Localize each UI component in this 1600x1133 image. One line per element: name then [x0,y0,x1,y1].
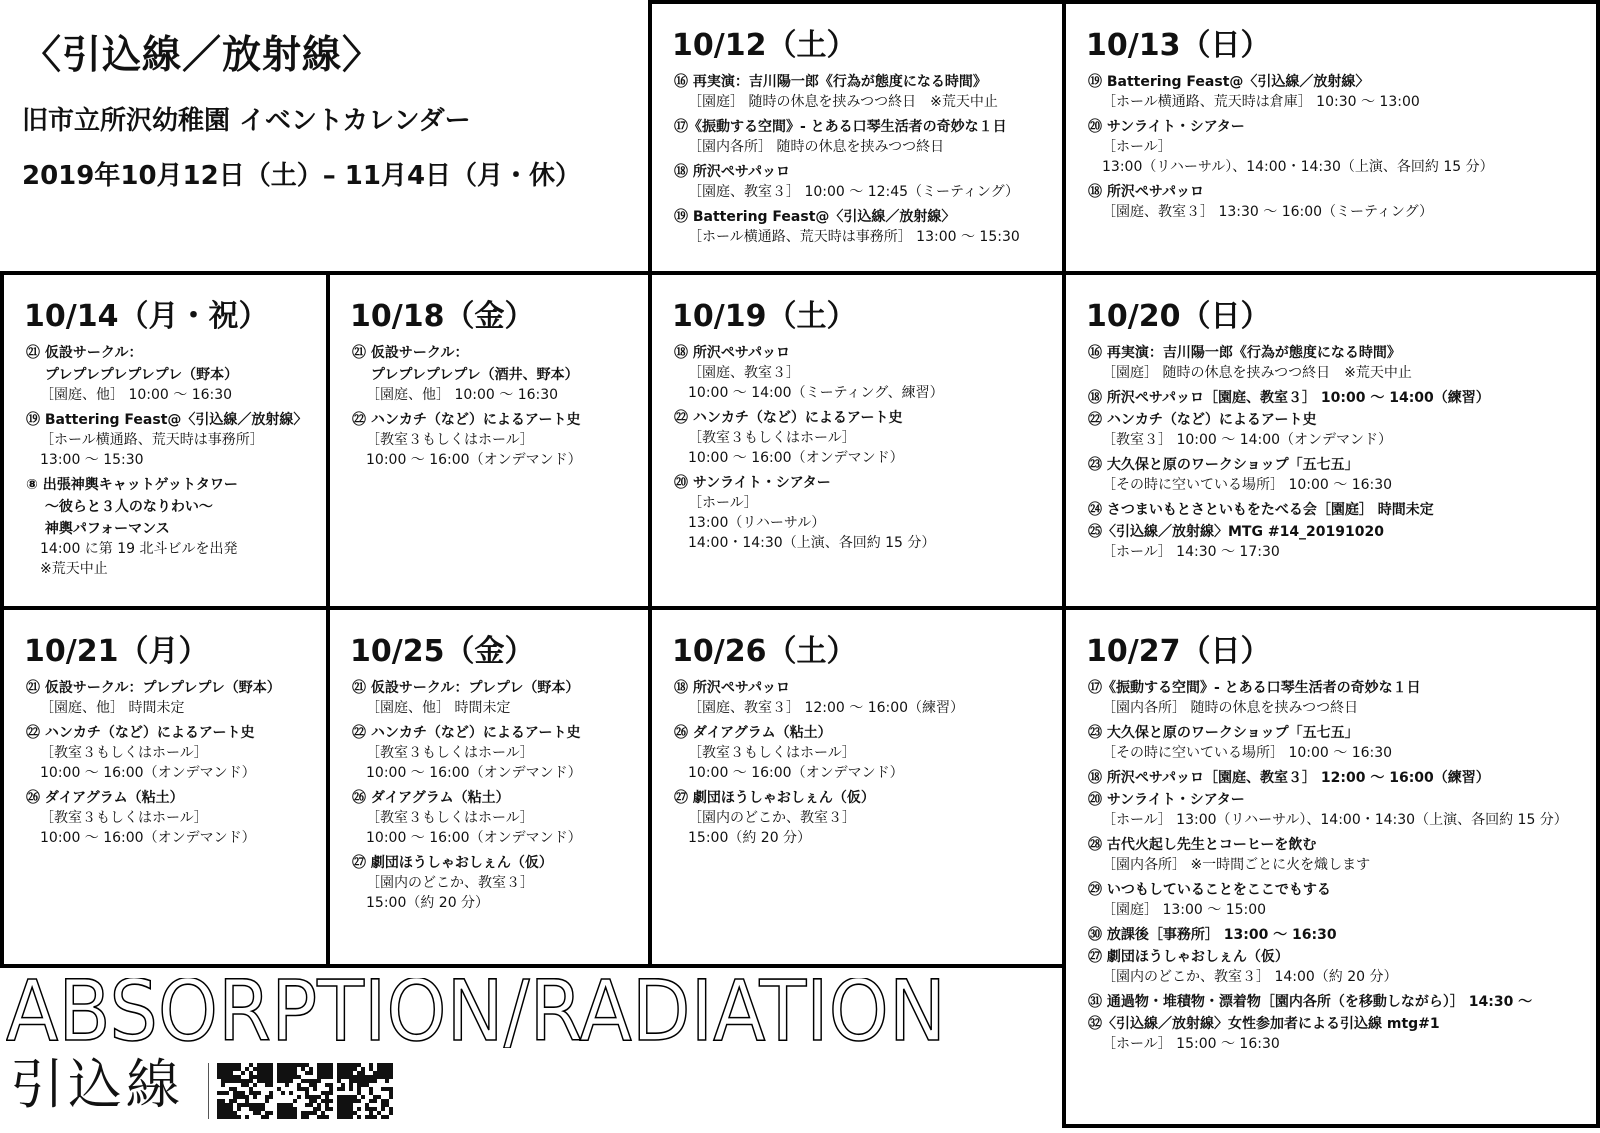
event-item [26,343,318,363]
event-title: プレプレプレプレプレ（野本） [26,367,239,383]
day-date: 10/18（金） [350,299,535,334]
event-item [1088,925,1588,945]
event-item [1088,678,1588,718]
day-date: 10/26（土） [672,634,857,669]
event-detail: 10:00 〜 16:00（オンデマンド） [40,830,256,846]
event-item [674,207,1054,247]
event-item [674,678,1054,718]
event-item [1088,790,1588,830]
qr-code-icon [217,1063,273,1119]
event-detail: ［教室３もしくはホール］ [40,745,208,761]
event-item [26,678,318,718]
event-detail: 15:00（約 20 分） [366,895,490,911]
event-item [1088,72,1588,112]
event-detail: 10:00 〜 14:00（ミーティング、練習） [688,385,944,401]
event-detail: ［教室３もしくはホール］ [366,432,534,448]
event-detail: 10:00 〜 16:00（オンデマンド） [688,450,904,466]
event-item [352,365,640,405]
event-title: ⑧ 出張神輿キャットゲットタワー [26,477,238,493]
logo-divider [208,1063,209,1119]
event-title: ⑰《振動する空間》- とある口琴生活者の奇妙な１日 [674,119,1007,135]
day-date: 10/12（土） [672,28,857,63]
event-detail: ［その時に空いている場所］ 10:00 〜 16:30 [1102,477,1393,493]
day-date: 10/25（金） [350,634,535,669]
event-title: ⑱ 所沢ペサパッロ［園庭、教室３］ 10:00 〜 14:00（練習） [1088,390,1490,406]
page-subtitle: 旧市立所沢幼稚園 イベントカレンダー [22,106,471,136]
event-item [1088,522,1588,562]
event-detail: 10:00 〜 16:00（オンデマンド） [688,765,904,781]
event-detail: 10:00 〜 16:00（オンデマンド） [366,452,582,468]
event-title: ㉜〈引込線／放射線〉女性参加者による引込線 mtg#1 [1088,1016,1440,1032]
event-item [352,853,640,913]
event-detail: ［教室３］ 10:00 〜 14:00（オンデマンド） [1102,432,1393,448]
event-detail: ［ホール］ 15:00 〜 16:30 [1102,1036,1280,1052]
event-item [26,519,318,579]
event-detail: ［ホール横通路、荒天時は事務所］ [40,432,264,448]
event-item [1088,455,1588,495]
event-item [26,365,318,405]
event-item [26,497,318,517]
event-detail: ［園内のどこか、教室３］ [366,875,534,891]
event-item [1088,947,1588,987]
event-title: ㉑ 仮設サークル： [26,345,143,361]
kanji-logo: 引込線 [10,1053,184,1116]
event-detail: ［園内各所］ 随時の休息を挟みつつ終日 [688,139,945,155]
event-item [26,410,318,470]
event-detail: ［園庭、教室３］ 10:00 〜 12:45（ミーティング） [688,184,1020,200]
event-item [1088,117,1588,177]
event-title: ㉖ ダイアグラム（粘土） [26,790,184,806]
event-detail: ［ホール］ 14:30 〜 17:30 [1102,544,1280,560]
event-item [352,788,640,848]
event-item [1088,388,1588,408]
header [0,0,650,275]
event-period: 2019年10月12日（土）– 11月4日（月・休） [22,161,582,191]
event-item [1088,835,1588,875]
event-title: ㉛ 通過物・堆積物・漂着物［園内各所（を移動しながら）］ 14:30 〜 [1088,994,1533,1010]
qr-code-icon [277,1063,333,1119]
event-title: ㉓ 大久保と原のワークショップ「五七五」 [1088,457,1359,473]
event-title: ㉒ ハンカチ（など）によるアート史 [674,410,903,426]
event-title: ⑱ 所沢ペサパッロ [674,345,791,361]
day-cell-1026 [648,606,1066,968]
day-cell-1018 [326,271,652,610]
event-title: ㉖ ダイアグラム（粘土） [352,790,510,806]
event-detail: 13:00 〜 15:30 [40,452,144,468]
event-detail: ［教室３もしくはホール］ [688,430,856,446]
event-item [26,723,318,783]
event-detail: ［園庭］ 13:00 〜 15:00 [1102,902,1267,918]
event-title: ㉗ 劇団ほうしゃおしぇん（仮） [1088,949,1289,965]
event-item [1088,343,1588,383]
event-item [1088,182,1588,222]
event-detail: ［園庭、他］ 10:00 〜 16:30 [366,387,559,403]
event-detail: ［ホール］ [688,495,758,511]
event-title: ⑳ サンライト・シアター [1088,792,1245,808]
event-detail: ［ホール横通路、荒天時は倉庫］ 10:30 〜 13:00 [1102,94,1420,110]
event-title: ⑳ サンライト・シアター [1088,119,1245,135]
event-detail: ［園内各所］ 随時の休息を挟みつつ終日 [1102,700,1359,716]
event-title: ⑲ Battering Feast@〈引込線／放射線〉 [26,412,308,428]
event-item [674,117,1054,157]
event-detail: 10:00 〜 16:00（オンデマンド） [366,765,582,781]
event-detail: ［園庭、教室３］ 13:30 〜 16:00（ミーティング） [1102,204,1434,220]
day-date: 10/19（土） [672,299,857,334]
event-item [352,410,640,470]
event-title: ㉖ ダイアグラム（粘土） [674,725,832,741]
event-title: ㉙ いつもしていることをここでもする [1088,882,1331,898]
qr-code-icon [337,1063,393,1119]
event-detail: 13:00（リハーサル） [688,515,826,531]
event-detail: 10:00 〜 16:00（オンデマンド） [366,830,582,846]
event-item [352,723,640,783]
event-item [1088,500,1588,520]
event-title: ⑳ サンライト・シアター [674,475,831,491]
event-item [674,162,1054,202]
day-cell-1025 [326,606,652,968]
event-item [1088,992,1588,1012]
event-item [674,788,1054,848]
day-cell-1020 [1062,271,1600,610]
event-detail: ［教室３もしくはホール］ [366,810,534,826]
event-detail: ［園庭］ 随時の休息を挟みつつ終日 ※荒天中止 [688,94,998,110]
event-detail: ［ホール］ 13:00（リハーサル）、14:00・14:30（上演、各回約 15 分） [1102,812,1568,828]
day-date: 10/21（月） [24,634,209,669]
event-detail: ［園庭、他］ 時間未定 [40,700,185,716]
event-title: ㉒ ハンカチ（など）によるアート史 [352,725,581,741]
event-detail: 14:00 に第 19 北斗ビルを出発 [40,541,238,557]
event-detail: ［園庭、教室３］ 12:00 〜 16:00（練習） [688,700,965,716]
event-item [1088,1014,1588,1054]
event-item [674,473,1054,553]
event-title: ⑱ 所沢ペサパッロ [1088,184,1205,200]
day-date: 10/20（日） [1086,299,1271,334]
event-item [674,408,1054,468]
event-item [674,723,1054,783]
event-detail: ［園内各所］ ※一時間ごとに火を熾します [1102,857,1371,873]
event-detail: ［園庭、他］ 時間未定 [366,700,511,716]
event-title: ㉕〈引込線／放射線〉MTG #14_20191020 [1088,524,1384,540]
day-cell-1021 [0,606,330,968]
event-title: ㉒ ハンカチ（など）によるアート史 [26,725,255,741]
day-cell-1012 [648,0,1066,275]
event-item [352,343,640,363]
event-title: ⑰《振動する空間》- とある口琴生活者の奇妙な１日 [1088,680,1421,696]
event-detail: ［ホール］ [1102,139,1172,155]
event-item [674,72,1054,112]
day-date: 10/14（月・祝） [24,299,269,334]
page-title: 〈引込線／放射線〉 [22,33,383,78]
event-title: ㉗ 劇団ほうしゃおしぇん（仮） [674,790,875,806]
event-detail: 10:00 〜 16:00（オンデマンド） [40,765,256,781]
event-title: ⑱ 所沢ペサパッロ [674,164,791,180]
event-detail: ［その時に空いている場所］ 10:00 〜 16:30 [1102,745,1393,761]
event-title: ㉒ ハンカチ（など）によるアート史 [352,412,581,428]
event-item [674,343,1054,403]
event-item [26,475,318,495]
absorption-radiation-wordmark [6,978,951,1048]
event-detail: ［園庭］ 随時の休息を挟みつつ終日 ※荒天中止 [1102,365,1412,381]
event-title: ㉓ 大久保と原のワークショップ「五七五」 [1088,725,1359,741]
event-detail: 15:00（約 20 分） [688,830,812,846]
event-title: ⑲ Battering Feast@〈引込線／放射線〉 [674,209,956,225]
day-cell-1014 [0,271,330,610]
wordmark-text: ABSORPTION/RADIATION [6,978,946,1048]
day-cell-1027 [1062,606,1600,1128]
day-cell-1019 [648,271,1066,610]
day-date: 10/27（日） [1086,634,1271,669]
event-title: ㉒ ハンカチ（など）によるアート史 [1088,412,1317,428]
event-title: ⑱ 所沢ペサパッロ［園庭、教室３］ 12:00 〜 16:00（練習） [1088,770,1490,786]
event-title: ⑲ Battering Feast@〈引込線／放射線〉 [1088,74,1370,90]
event-detail: ［教室３もしくはホール］ [40,810,208,826]
event-title: プレプレプレプレ（酒井、野本） [352,367,579,383]
event-detail: 13:00（リハーサル）、14:00・14:30（上演、各回約 15 分） [1102,159,1494,175]
event-detail: ［園庭、教室３］ [688,365,800,381]
event-title: ㉑ 仮設サークル：プレプレ（野本） [352,680,580,696]
event-detail: ※荒天中止 [40,561,108,577]
event-title: ⑯ 再実演：吉川陽一郎《行為が態度になる時間》 [1088,345,1401,361]
event-item [1088,723,1588,763]
event-item [352,678,640,718]
event-detail: ［教室３もしくはホール］ [366,745,534,761]
event-title: ㉑ 仮設サークル： [352,345,469,361]
event-item [1088,768,1588,788]
event-title: 神輿パフォーマンス [26,521,170,537]
event-title: ㉑ 仮設サークル：プレプレプレ（野本） [26,680,281,696]
event-title: ㉔ さつまいもとさといもをたべる会［園庭］ 時間未定 [1088,502,1434,518]
day-cell-1013 [1062,0,1600,275]
event-title: ⑯ 再実演：吉川陽一郎《行為が態度になる時間》 [674,74,987,90]
event-detail: ［園庭、他］ 10:00 〜 16:30 [40,387,233,403]
event-detail: ［教室３もしくはホール］ [688,745,856,761]
event-detail: ［園内のどこか、教室３］ 14:00（約 20 分） [1102,969,1398,985]
event-detail: ［ホール横通路、荒天時は事務所］ 13:00 〜 15:30 [688,229,1020,245]
event-title: ⑱ 所沢ペサパッロ [674,680,791,696]
event-item [1088,410,1588,450]
event-title: 〜彼らと３人のなりわい〜 [26,499,213,515]
event-title: ㉗ 劇団ほうしゃおしぇん（仮） [352,855,553,871]
event-title: ㉘ 古代火起し先生とコーヒーを飲む [1088,837,1317,853]
event-item [26,788,318,848]
event-detail: ［園内のどこか、教室３］ [688,810,856,826]
event-detail: 14:00・14:30（上演、各回約 15 分） [688,535,936,551]
event-title: ㉚ 放課後［事務所］ 13:00 〜 16:30 [1088,927,1337,943]
day-date: 10/13（日） [1086,28,1271,63]
event-item [1088,880,1588,920]
